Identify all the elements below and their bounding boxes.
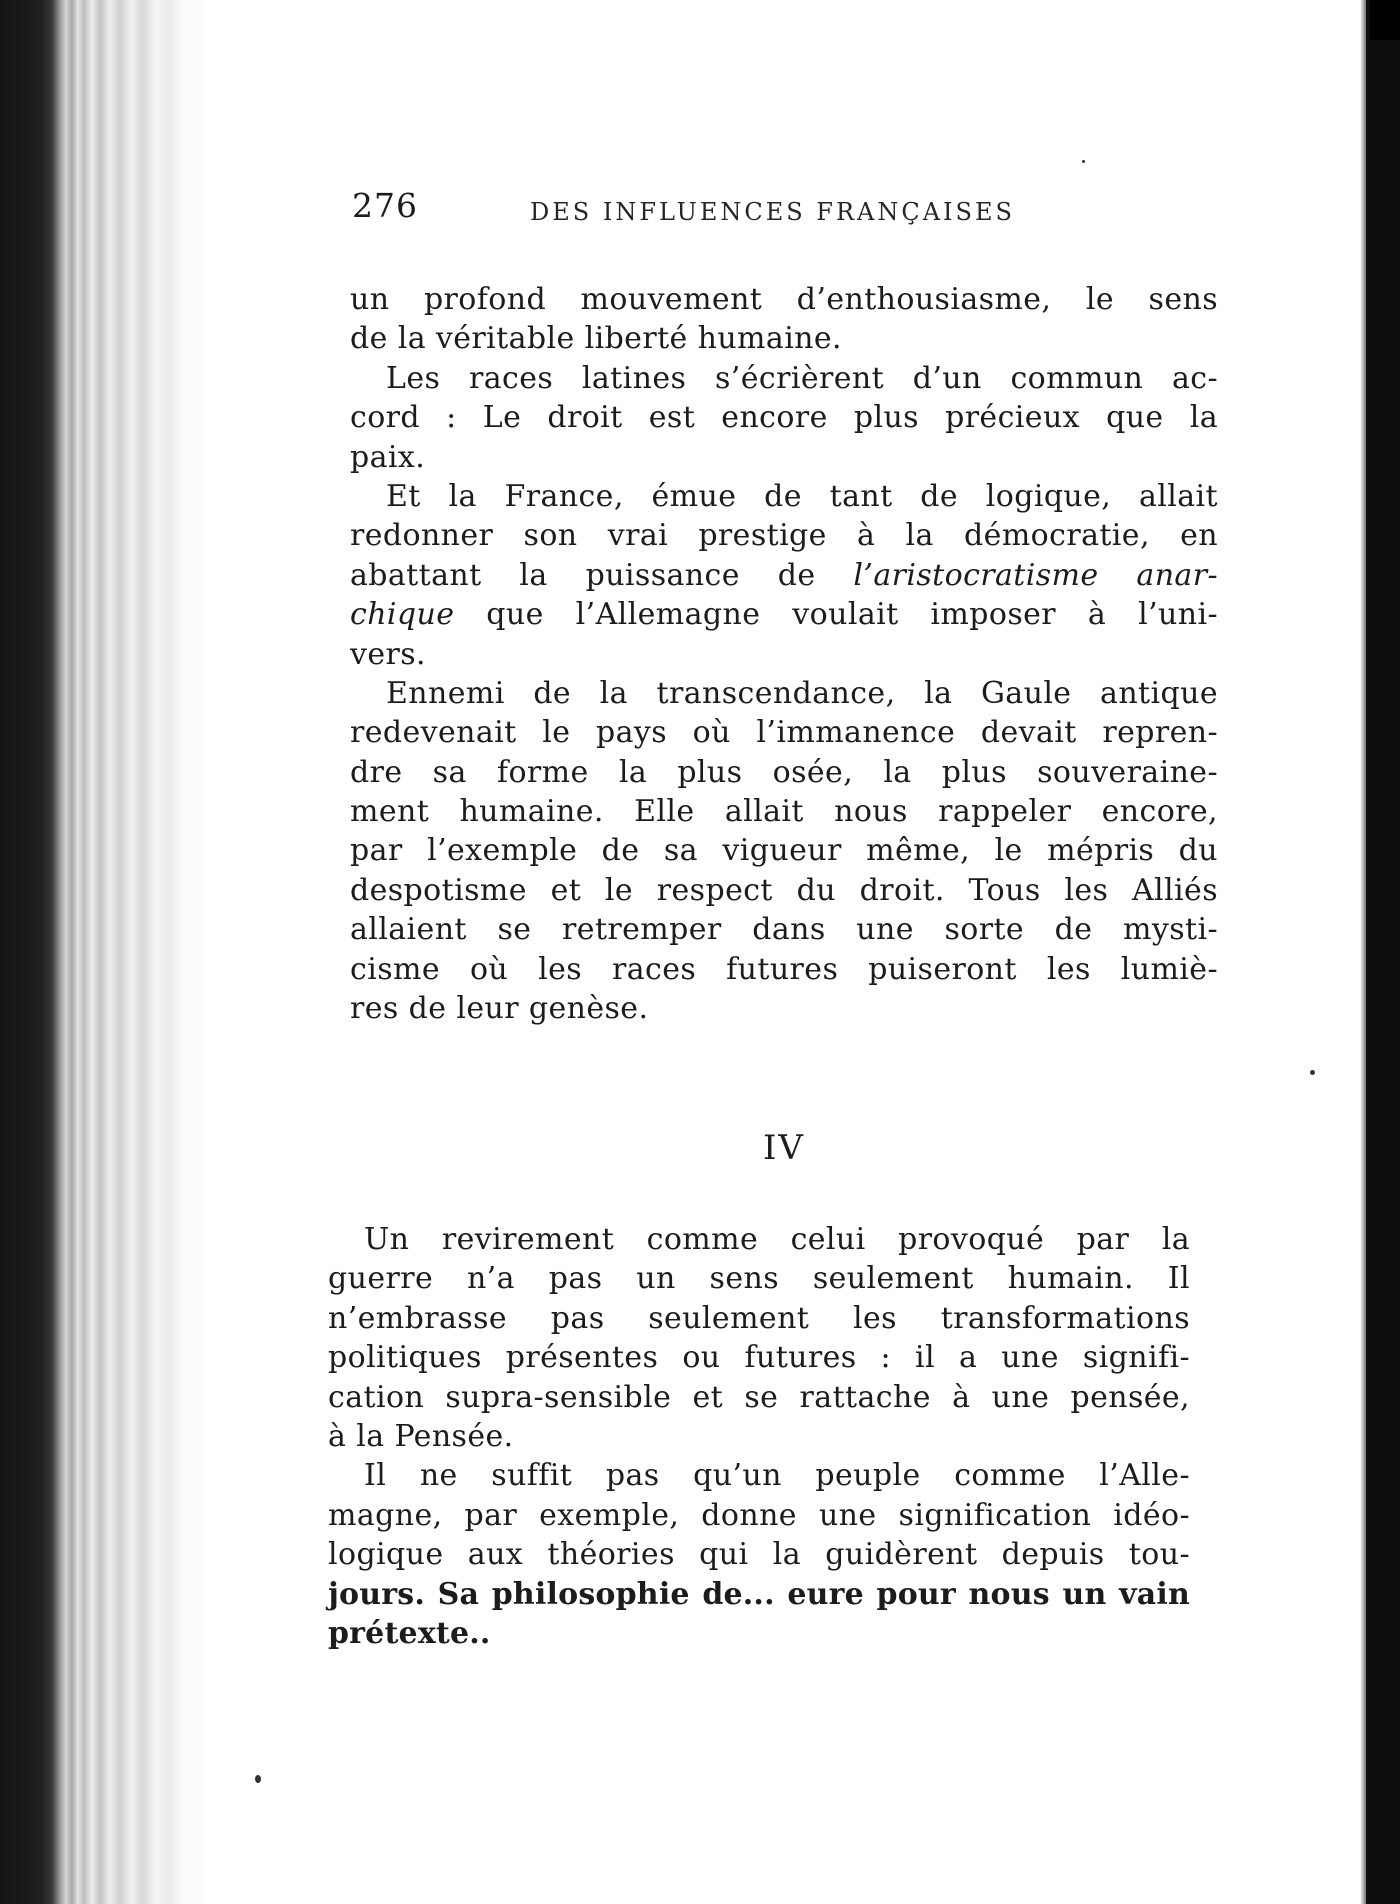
book-page-edges bbox=[0, 0, 212, 1904]
text-line: cation supra-sensible et se rattache à une pensée, bbox=[328, 1379, 1190, 1415]
text-line: redonner son vrai prestige à la démocratie, en bbox=[350, 518, 1218, 554]
text-line-with-italic bbox=[350, 595, 1218, 634]
text-line: res de leur genèse. bbox=[350, 991, 649, 1027]
text-line: dre sa forme la plus osée, la plus souveraine- bbox=[350, 754, 1218, 790]
scan-speck bbox=[255, 1775, 261, 1783]
text-line: cord : Le droit est encore plus précieux que la bbox=[350, 400, 1218, 436]
text-line: politiques présentes ou futures : il a une signifi- bbox=[328, 1340, 1190, 1376]
text-line: guerre n’a pas un sens seulement humain. Il bbox=[328, 1261, 1190, 1297]
text-line: allaient se retremper dans une sorte de mysti- bbox=[350, 912, 1218, 948]
text-line: un profond mouvement d’enthousiasme, le sens bbox=[350, 282, 1218, 317]
text-line: jours. Sa philosophie de... eure pour nous un vain bbox=[328, 1576, 1190, 1612]
text-line: Il ne suffit pas qu’un peuple comme l’Alle- bbox=[364, 1458, 1190, 1494]
text-line-with-italic bbox=[350, 556, 1218, 595]
italic-term: l’aristocratisme anar- bbox=[853, 557, 1218, 593]
text-run: abattant la puissance de bbox=[350, 557, 854, 593]
text-line: redevenait le pays où l’immanence devait repren- bbox=[350, 715, 1218, 751]
text-line: cisme où les races futures puiseront les lumiè- bbox=[350, 951, 1218, 987]
text-line: vers. bbox=[350, 636, 426, 672]
running-head bbox=[330, 178, 1218, 238]
scan-speck bbox=[1082, 160, 1085, 163]
book-gutter bbox=[1334, 0, 1400, 1904]
text-line: ment humaine. Elle allait nous rappeler encore, bbox=[350, 794, 1218, 830]
text-line: de la véritable liberté humaine. bbox=[350, 321, 842, 357]
text-block-after-section bbox=[328, 1220, 1190, 1653]
running-title: DES INFLUENCES FRANÇAISES bbox=[530, 198, 1015, 226]
text-line: paix. bbox=[350, 439, 426, 475]
text-line: despotisme et le respect du droit. Tous les Alliés bbox=[350, 872, 1218, 908]
book-page bbox=[328, 178, 1218, 1651]
text-line: Et la France, émue de tant de logique, allait bbox=[386, 478, 1218, 514]
scan-speck bbox=[1310, 1070, 1315, 1075]
scan-shadow bbox=[1370, 0, 1400, 40]
text-line: Les races latines s’écrièrent d’un commun ac- bbox=[386, 360, 1218, 396]
text-line: prétexte.. bbox=[328, 1615, 491, 1651]
section-heading: IV bbox=[763, 1128, 805, 1168]
italic-term: chique bbox=[350, 597, 455, 633]
text-run: que l’Allemagne voulait imposer à l’uni- bbox=[454, 597, 1218, 633]
page-number: 276 bbox=[352, 186, 418, 225]
text-line: logique aux théories qui la guidèrent depuis tou- bbox=[328, 1537, 1190, 1573]
text-line: Ennemi de la transcendance, la Gaule antique bbox=[386, 675, 1218, 711]
text-line: n’embrasse pas seulement les transformations bbox=[328, 1300, 1190, 1336]
text-line: par l’exemple de sa vigueur même, le mépris du bbox=[350, 833, 1218, 869]
text-line: Un revirement comme celui provoqué par la bbox=[364, 1222, 1190, 1257]
text-line: à la Pensée. bbox=[328, 1418, 514, 1454]
text-block-before-section bbox=[350, 280, 1218, 1028]
text-line: magne, par exemple, donne une signification idéo- bbox=[328, 1497, 1190, 1533]
